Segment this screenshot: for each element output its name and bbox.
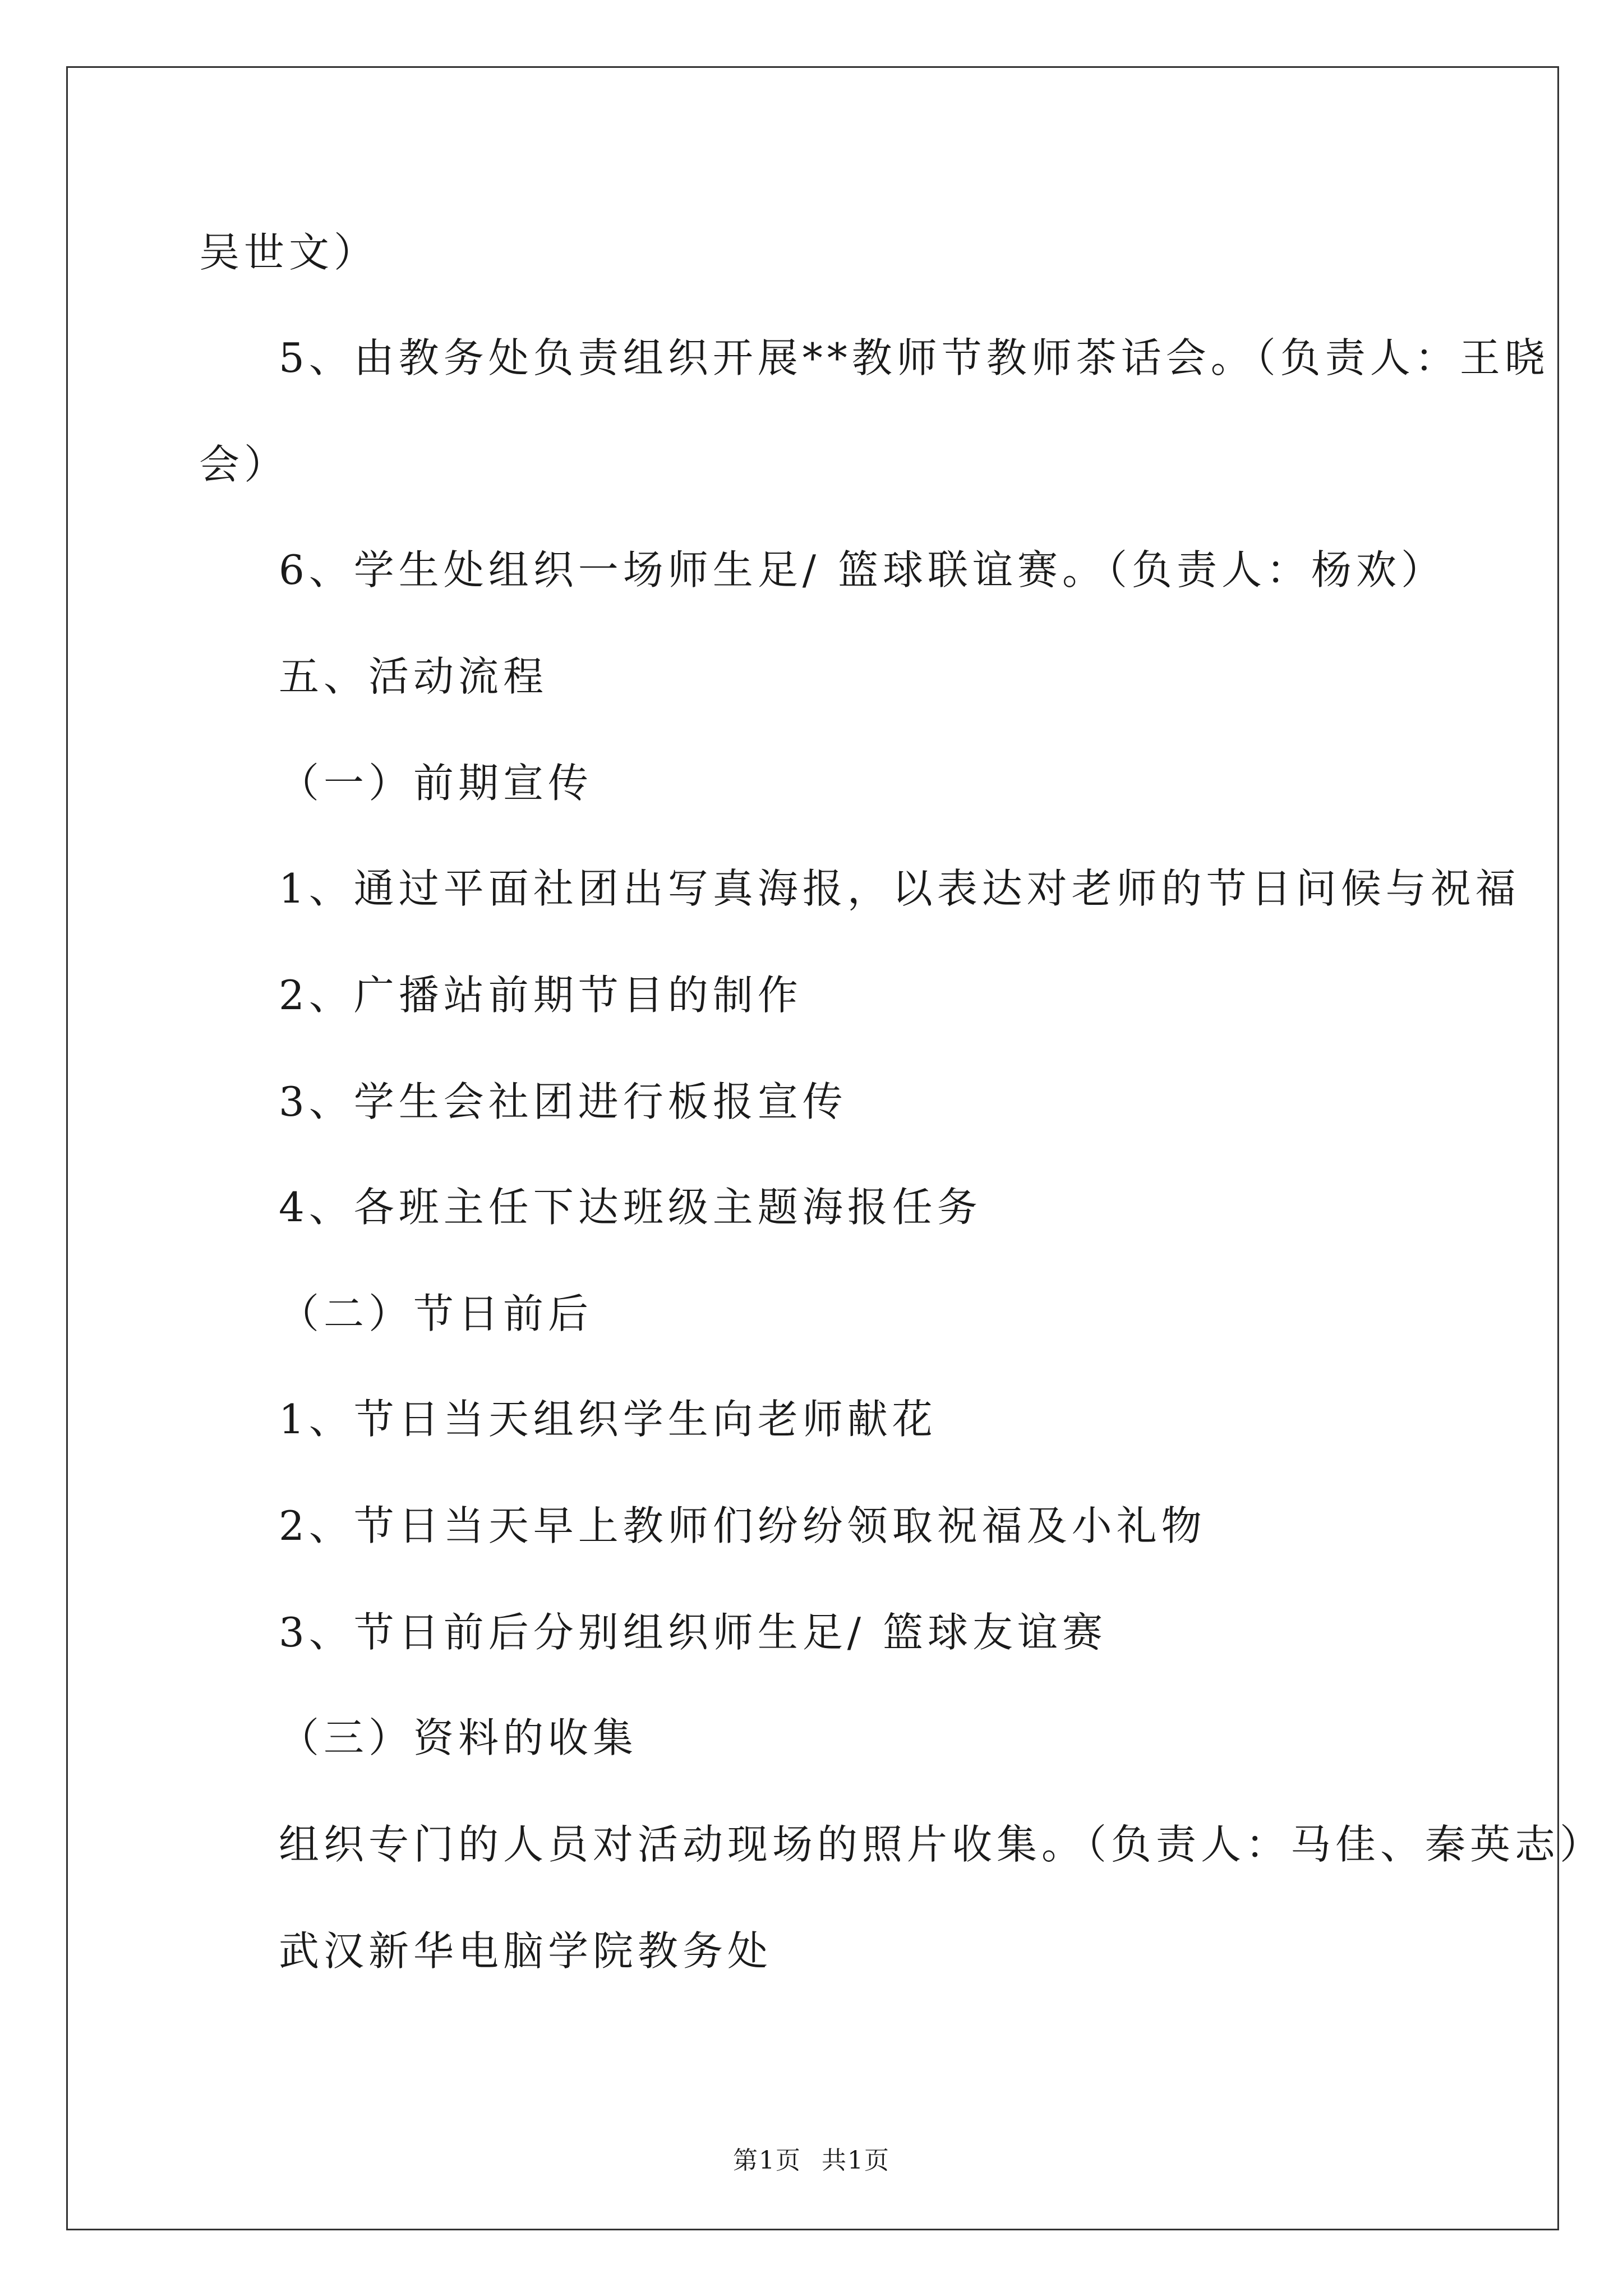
- text-line: 吴世文）: [199, 229, 379, 276]
- text-line: 6、学生处组织一场师生足/ 篮球联谊赛。（负责人：杨欢）: [279, 546, 1446, 593]
- text-line: 会）: [199, 441, 289, 488]
- text-line: 1、节日当天组织学生向老师献花: [279, 1396, 937, 1443]
- subsection-heading: （三）资料的收集: [279, 1714, 638, 1761]
- page-frame: [66, 66, 1559, 2230]
- text-line: 组织专门的人员对活动现场的照片收集。（负责人：马佳、秦英志）: [279, 1821, 1605, 1868]
- text-line: 4、各班主任下达班级主题海报任务: [279, 1184, 982, 1231]
- text-line: 5、由教务处负责组织开展**教师节教师茶话会。（负责人：王晓: [279, 334, 1550, 381]
- text-line: 2、节日当天早上教师们纷纷领取祝福及小礼物: [279, 1502, 1206, 1549]
- page-footer: [0, 2140, 1623, 2176]
- page-total: 共1页: [822, 2146, 890, 2175]
- text-line: 3、节日前后分别组织师生足/ 篮球友谊赛: [279, 1609, 1107, 1656]
- text-line: 2、广播站前期节目的制作: [279, 972, 803, 1019]
- subsection-heading: （一）前期宣传: [279, 760, 593, 807]
- section-heading: 五、活动流程: [279, 653, 548, 700]
- page-number: 第1页: [733, 2146, 801, 2175]
- text-line: 3、学生会社团进行板报宣传: [279, 1078, 847, 1125]
- signature-line: 武汉新华电脑学院教务处: [279, 1927, 773, 1975]
- text-line: 1、通过平面社团出写真海报，以表达对老师的节日问候与祝福: [279, 865, 1520, 912]
- subsection-heading: （二）节日前后: [279, 1290, 593, 1337]
